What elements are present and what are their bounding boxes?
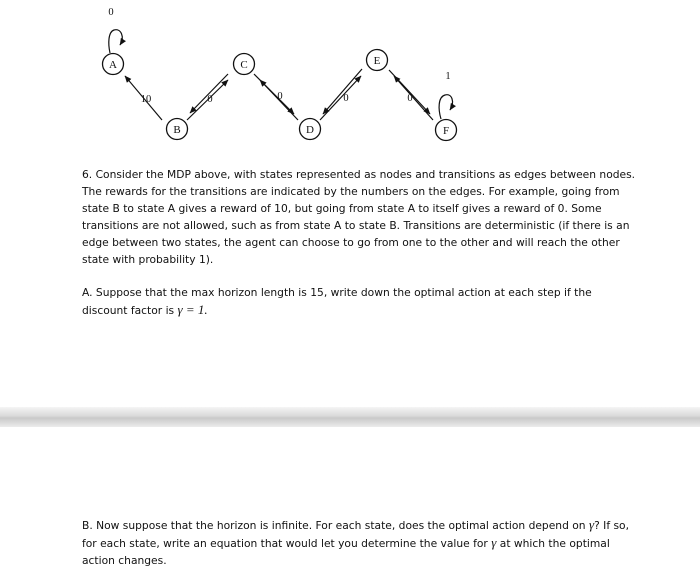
reward-label-b-to-a: 10: [140, 94, 152, 105]
part-b-question: [82, 516, 642, 569]
reward-label-d-to-e: 0: [343, 93, 349, 104]
question-intro: 6. Consider the MDP above, with states represented as nodes and transitions as edges between nodes. The rewards for the transitions are indicated by the numbers on the edges. For example, going from state B to state A gives a reward of 10, but going from state A to itself gives a reward of 0. Some transitions are not allowed, such as from state A to state B. Transitions are deterministic (if there is an edge between two states, the agent can choose to go from one to the other and will reach the other state with probability 1).: [82, 168, 636, 266]
edge-f-to-e: [394, 76, 433, 120]
reward-label-e-to-f: 0: [407, 93, 413, 104]
state-node-a: [103, 54, 124, 75]
state-label-f: F: [442, 125, 450, 137]
reward-label-a-self: 0: [108, 7, 114, 18]
reward-label-b-to-c: 0: [207, 94, 213, 105]
edge-f-self-loop: [439, 95, 452, 119]
part-a-gamma: γ = 1.: [177, 302, 208, 317]
part-a-question: [82, 284, 627, 319]
state-node-e: [367, 50, 388, 71]
state-label-d: D: [306, 124, 314, 136]
reward-label-f-self: 1: [445, 71, 451, 82]
edge-e-to-d: [323, 69, 362, 114]
reward-label-c-to-d: 0: [277, 91, 283, 102]
part-b-text-3: at which the optimal action changes.: [82, 537, 610, 567]
state-label-a: A: [109, 59, 117, 71]
edge-c-to-b: [190, 74, 228, 113]
part-a-text: A. Suppose that the max horizon length is 15, write down the optimal action at each step if the discount factor is: [82, 286, 592, 317]
state-label-e: E: [373, 55, 381, 67]
edge-d-to-c: [260, 80, 298, 120]
state-node-c: [234, 54, 255, 75]
edge-a-self-loop: [109, 30, 122, 53]
part-b-text-1: B. Now suppose that the horizon is infinite. For each state, does the optimal action depend on: [82, 519, 586, 532]
state-node-b: [167, 119, 188, 140]
page-divider: [0, 407, 700, 427]
state-node-f: [436, 120, 457, 141]
part-b-gamma-2: γ: [491, 535, 497, 550]
part-b-text-2: ? If so, for each state, write an equation that would let you determine the value for: [82, 519, 629, 550]
state-label-b: B: [173, 124, 181, 136]
part-b-gamma-1: γ: [588, 517, 595, 532]
edge-d-to-e: [320, 76, 361, 120]
state-node-d: [300, 119, 321, 140]
mdp-diagram: [0, 0, 700, 160]
state-label-c: C: [240, 59, 248, 71]
